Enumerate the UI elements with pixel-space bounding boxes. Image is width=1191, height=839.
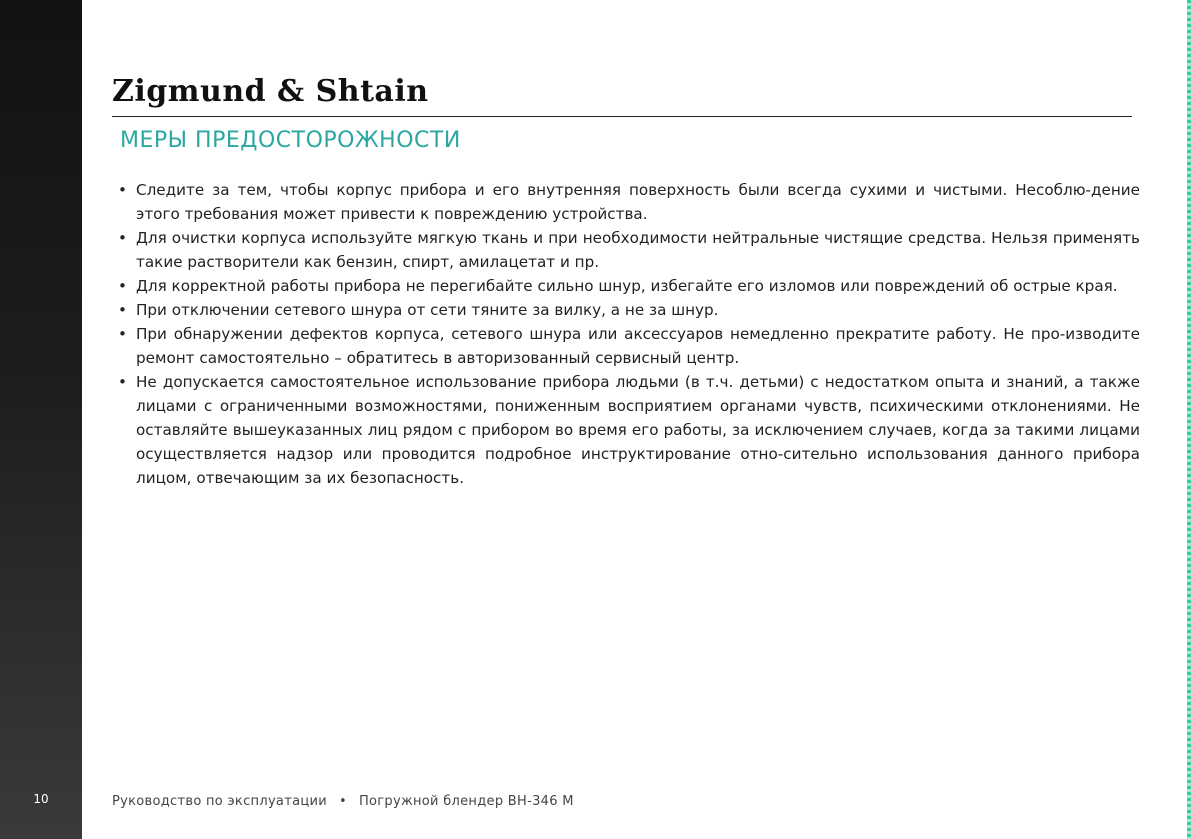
- bullet-icon: •: [118, 181, 127, 199]
- bullet-icon: •: [118, 301, 127, 319]
- bullet-icon: •: [118, 373, 127, 391]
- list-item-text: Не допускается самостоятельное использование прибора людьми (в т.ч. детьми) с недостатком опыта и знаний, а также лицами с ограниченными возможностями, пониженным восприятием органами чувств, психическими отклонениями. Не оставляйте вышеуказанных лиц рядом с прибором во время его работы, за исключением случаев, когда за такими лицами осуществляется надзор или проводится подробное инструктирование отно-сительно использования данного прибора лицом, отвечающим за их безопасность.: [136, 373, 1140, 487]
- list-item: [118, 322, 1140, 370]
- list-item-text: При обнаружении дефектов корпуса, сетевого шнура или аксессуаров немедленно прекратите работу. Не про-изводите ремонт самостоятельно – обратитесь в авторизованный сервисный центр.: [136, 325, 1140, 367]
- bullet-icon: •: [118, 229, 127, 247]
- list-item: [118, 298, 1140, 322]
- footer: [112, 794, 574, 809]
- footer-product-name: Погружной блендер BH-346 M: [358, 794, 574, 809]
- list-item: [118, 370, 1140, 490]
- footer-separator-icon: •: [338, 794, 347, 809]
- sidebar-dark-band: [0, 0, 82, 839]
- right-accent-stripe: [1187, 0, 1191, 839]
- list-item: [118, 178, 1140, 226]
- list-item-text: При отключении сетевого шнура от сети тяните за вилку, а не за шнур.: [136, 301, 719, 319]
- precautions-list: [118, 178, 1140, 490]
- page-number: 10: [33, 792, 49, 806]
- list-item-text: Для очистки корпуса используйте мягкую ткань и при необходимости нейтральные чистящие средства. Нельзя применять такие растворители как бензин, спирт, амилацетат и пр.: [136, 229, 1140, 271]
- footer-manual-label: Руководство по эксплуатации: [112, 794, 327, 809]
- brand-logo: Zigmund & Shtain: [112, 74, 429, 109]
- bullet-icon: •: [118, 277, 127, 295]
- list-item-text: Следите за тем, чтобы корпус прибора и его внутренняя поверхность были всегда сухими и чистыми. Несоблю-дение этого требования может привести к повреждению устройства.: [136, 181, 1140, 223]
- header-divider: [112, 116, 1132, 117]
- section-title: МЕРЫ ПРЕДОСТОРОЖНОСТИ: [120, 128, 461, 153]
- list-item: [118, 274, 1140, 298]
- bullet-icon: •: [118, 325, 127, 343]
- list-item-text: Для корректной работы прибора не перегибайте сильно шнур, избегайте его изломов или повреждений об острые края.: [136, 277, 1118, 295]
- list-item: [118, 226, 1140, 274]
